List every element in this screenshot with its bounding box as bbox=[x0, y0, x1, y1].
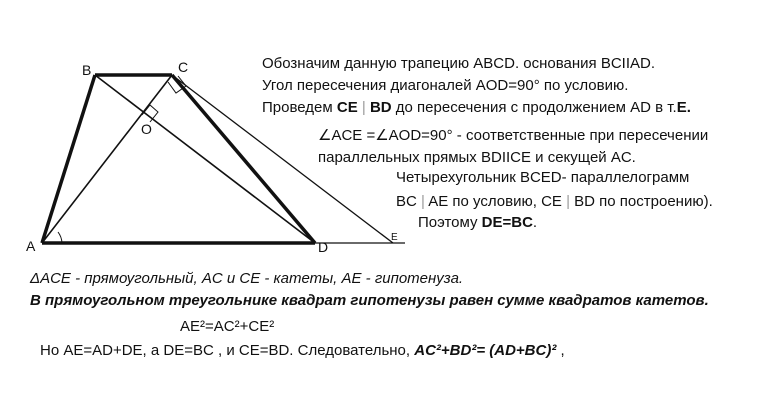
line-2: Угол пересечения диагоналей AOD=90° по условию. bbox=[262, 77, 629, 94]
parallel-sign: | bbox=[416, 193, 429, 210]
segment-ce-label: CE bbox=[336, 99, 358, 116]
line-7 bbox=[396, 193, 713, 211]
line-11-formula: AE²=AC²+CE² bbox=[180, 318, 275, 335]
line-7-part-b: AE по условию, CE bbox=[428, 193, 562, 210]
line-5: параллельных прямых BDIICE и секущей AC. bbox=[318, 149, 636, 166]
line-10-theorem: В прямоугольном треугольнике квадрат гипотенузы равен сумме квадратов катетов. bbox=[30, 292, 709, 309]
segment-bd-label: BD bbox=[369, 99, 392, 116]
point-label-e: E bbox=[391, 232, 398, 243]
line-3-part-d: до пересечения с продолжением AD в т. bbox=[391, 99, 677, 116]
point-label-d: D bbox=[318, 239, 329, 255]
line-4: ∠ACE =∠AOD=90° - соответственные при пересечении bbox=[318, 127, 709, 144]
line-12 bbox=[40, 342, 565, 360]
point-label-a: A bbox=[26, 238, 36, 254]
line-12-part-a: Но AE=AD+DE, а DE=BC , и CE=BD. Следовательно, bbox=[40, 342, 415, 359]
point-label-o: O bbox=[141, 121, 152, 137]
line-12-part-c: , bbox=[556, 342, 565, 359]
line-6: Четырехугольник BCED- параллелограмм bbox=[396, 169, 690, 186]
line-8-part-a: Поэтому bbox=[418, 214, 482, 231]
line-7-part-a: BC bbox=[396, 193, 417, 210]
diagonal-ac bbox=[42, 75, 172, 243]
parallel-sign: | bbox=[357, 99, 370, 116]
side-ab bbox=[42, 75, 95, 243]
point-label-c: C bbox=[178, 59, 189, 75]
point-label-b: B bbox=[82, 62, 92, 78]
line-1: Обозначим данную трапецию ABCD. основания BCIIAD. bbox=[262, 55, 656, 72]
final-result: AC²+BD²= (AD+BC)² bbox=[414, 342, 557, 359]
line-8 bbox=[418, 214, 537, 232]
line-9: ΔACE - прямоугольный, AC и CE - катеты, AE - гипотенуза. bbox=[30, 270, 464, 287]
line-3 bbox=[262, 99, 691, 117]
point-e-label: E. bbox=[676, 99, 691, 116]
line-8-part-c: . bbox=[532, 214, 538, 231]
de-equals-bc: DE=BC bbox=[481, 214, 533, 231]
line-3-part-a: Проведем bbox=[262, 99, 337, 116]
line-7-part-c: BD по построению). bbox=[574, 193, 713, 210]
parallel-sign: | bbox=[561, 193, 575, 210]
